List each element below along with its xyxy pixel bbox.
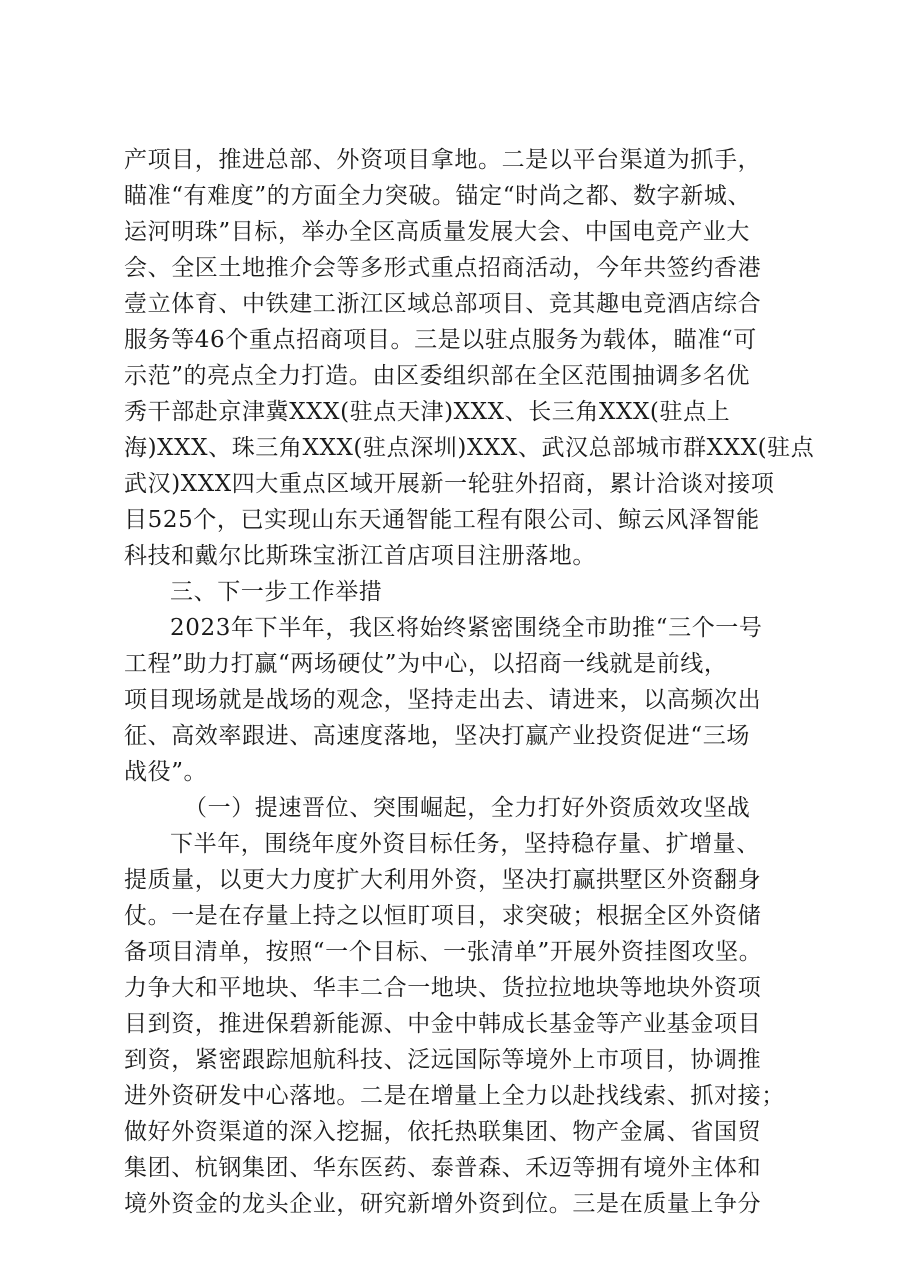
paragraph-first-line: 2023年下半年，我区将始终紧密围绕全市助推“三个一号 [170, 615, 763, 641]
text-line: 运河明珠”目标，举办全区高质量发展大会、中国电竞产业大 [124, 219, 750, 245]
text-line: 产项目，推进总部、外资项目拿地。二是以平台渠道为抓手， [124, 147, 762, 173]
text-line: 目525个，已实现山东天通智能工程有限公司、鲸云风泽智能 [124, 507, 760, 533]
text-line: 力争大和平地块、华丰二合一地块、货拉拉地块等地块外资项 [124, 975, 762, 1001]
text-line: 工程”助力打赢“两场硬仗”为中心，以招商一线就是前线， [124, 651, 728, 677]
text-line: 项目现场就是战场的观念，坚持走出去、请进来，以高频次出 [124, 687, 762, 713]
text-line: 做好外资渠道的深入挖掘，依托热联集团、物产金属、省国贸 [124, 1119, 762, 1145]
body-text [124, 142, 815, 1222]
text-line: 服务等46个重点招商项目。三是以驻点服务为载体，瞄准“可 [124, 327, 757, 353]
section-heading: 三、下一步工作举措 [170, 579, 383, 605]
text-line: 示范”的亮点全力打造。由区委组织部在全区范围抽调多名优 [124, 363, 750, 389]
text-line: 备项目清单，按照“一个目标、一张清单”开展外资挂图攻坚。 [124, 939, 763, 965]
text-line: 到资，紧密跟踪旭航科技、泛远国际等境外上市项目，协调推 [124, 1047, 762, 1073]
text-line: 科技和戴尔比斯珠宝浙江首店项目注册落地。 [124, 543, 596, 569]
text-line: 海)XXX、珠三角XXX(驻点深圳)XXX、武汉总部城市群XXX(驻点 [124, 435, 815, 461]
text-line: 集团、杭钢集团、华东医药、泰普森、禾迈等拥有境外主体和 [124, 1155, 762, 1181]
text-line: 仗。一是在存量上持之以恒盯项目，求突破；根据全区外资储 [124, 903, 762, 929]
text-line: 瞄准“有难度”的方面全力突破。锚定“时尚之都、数字新城、 [124, 183, 752, 209]
text-line: 秀干部赴京津冀XXX(驻点天津)XXX、长三角XXX(驻点上 [124, 399, 731, 425]
subsection-heading: （一）提速晋位、突围崛起，全力打好外资质效攻坚战 [184, 795, 751, 821]
text-line: 提质量，以更大力度扩大利用外资，坚决打赢拱墅区外资翻身 [124, 867, 762, 893]
text-line: 战役”。 [124, 759, 208, 785]
text-line: 目到资，推进保碧新能源、中金中韩成长基金等产业基金项目 [124, 1011, 762, 1037]
text-line: 征、高效率跟进、高速度落地，坚决打赢产业投资促进“三场 [124, 723, 750, 749]
text-line: 境外资金的龙头企业，研究新增外资到位。三是在质量上争分 [124, 1191, 762, 1217]
text-line: 进外资研发中心落地。二是在增量上全力以赴找线索、抓对接； [124, 1083, 785, 1109]
text-line: 武汉)XXX四大重点区域开展新一轮驻外招商，累计洽谈对接项 [124, 471, 775, 497]
paragraph-first-line: 下半年，围绕年度外资目标任务，坚持稳存量、扩增量、 [170, 831, 760, 857]
text-line: 壹立体育、中铁建工浙江区域总部项目、竞其趣电竞酒店综合 [124, 291, 762, 317]
text-line: 会、全区土地推介会等多形式重点招商活动，今年共签约香港 [124, 255, 762, 281]
